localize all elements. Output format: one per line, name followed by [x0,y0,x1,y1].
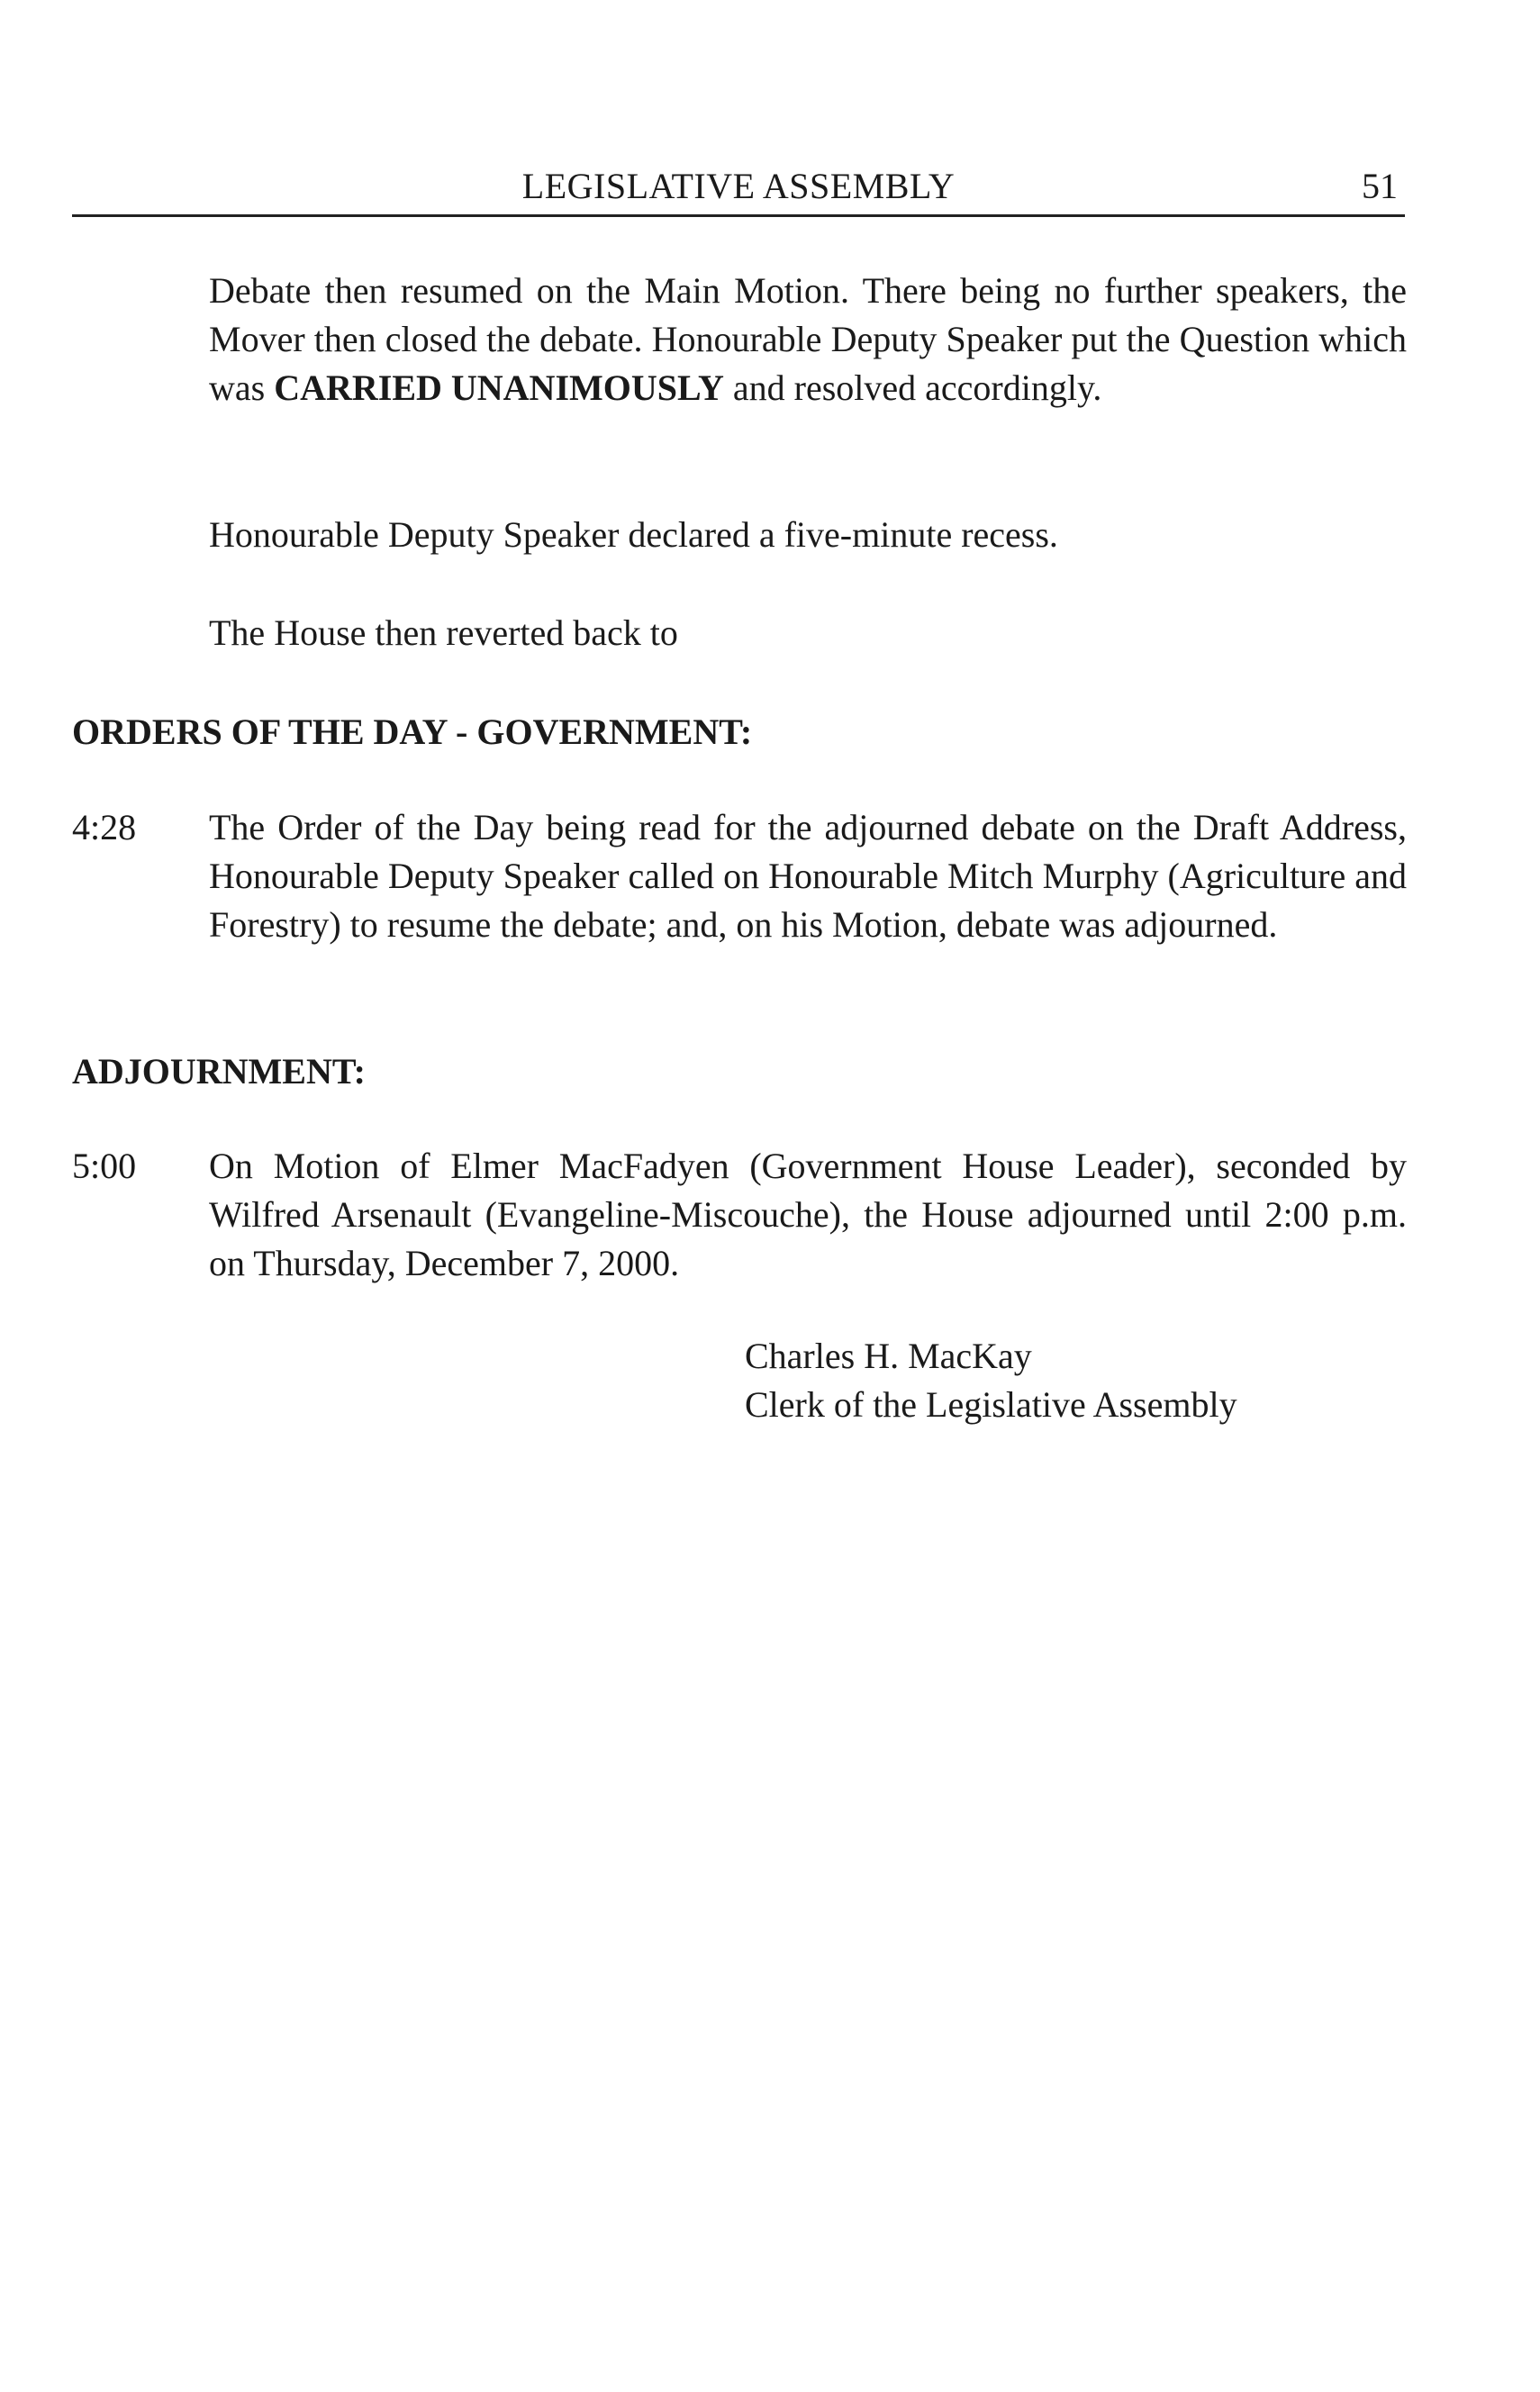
page-number: 51 [1362,166,1398,206]
paragraph-main-motion [209,267,1407,412]
adjournment-entry-time: 5:00 [72,1146,137,1186]
orders-entry-time: 4:28 [72,807,137,847]
carried-unanimously-text: CARRIED UNANIMOUSLY [274,367,724,408]
page-header [72,164,1405,217]
signature-title: Clerk of the Legislative Assembly [745,1384,1237,1425]
adjournment-heading: ADJOURNMENT: [72,1051,366,1092]
header-title: LEGISLATIVE ASSEMBLY [521,166,956,206]
paragraph-main-motion-text-b: and resolved accordingly. [723,367,1102,408]
paragraph-reverted: The House then reverted back to [209,612,678,653]
paragraph-main-motion-text-a: Debate then resumed on the Main Motion. There being no further speakers, the Mover then closed the debate. Honourable Deputy Speaker put the Question which was [209,270,1407,408]
signature-name: Charles H. MacKay [745,1336,1032,1376]
paragraph-recess: Honourable Deputy Speaker declared a five-minute recess. [209,514,1058,555]
adjournment-entry-text: On Motion of Elmer MacFadyen (Government House Leader), seconded by Wilfred Arsenault (Evangeline-Miscouche), the House adjourned until 2:00 p.m. on Thursday, December 7, 2000. [209,1146,1407,1283]
orders-of-the-day-heading: ORDERS OF THE DAY - GOVERNMENT: [72,711,753,752]
orders-entry-text: The Order of the Day being read for the adjourned debate on the Draft Address, Honourable Deputy Speaker called on Honourable Mitch Murphy (Agriculture and Forestry) to resume the debate; and, on his Motion, debate was adjourned. [209,807,1407,945]
